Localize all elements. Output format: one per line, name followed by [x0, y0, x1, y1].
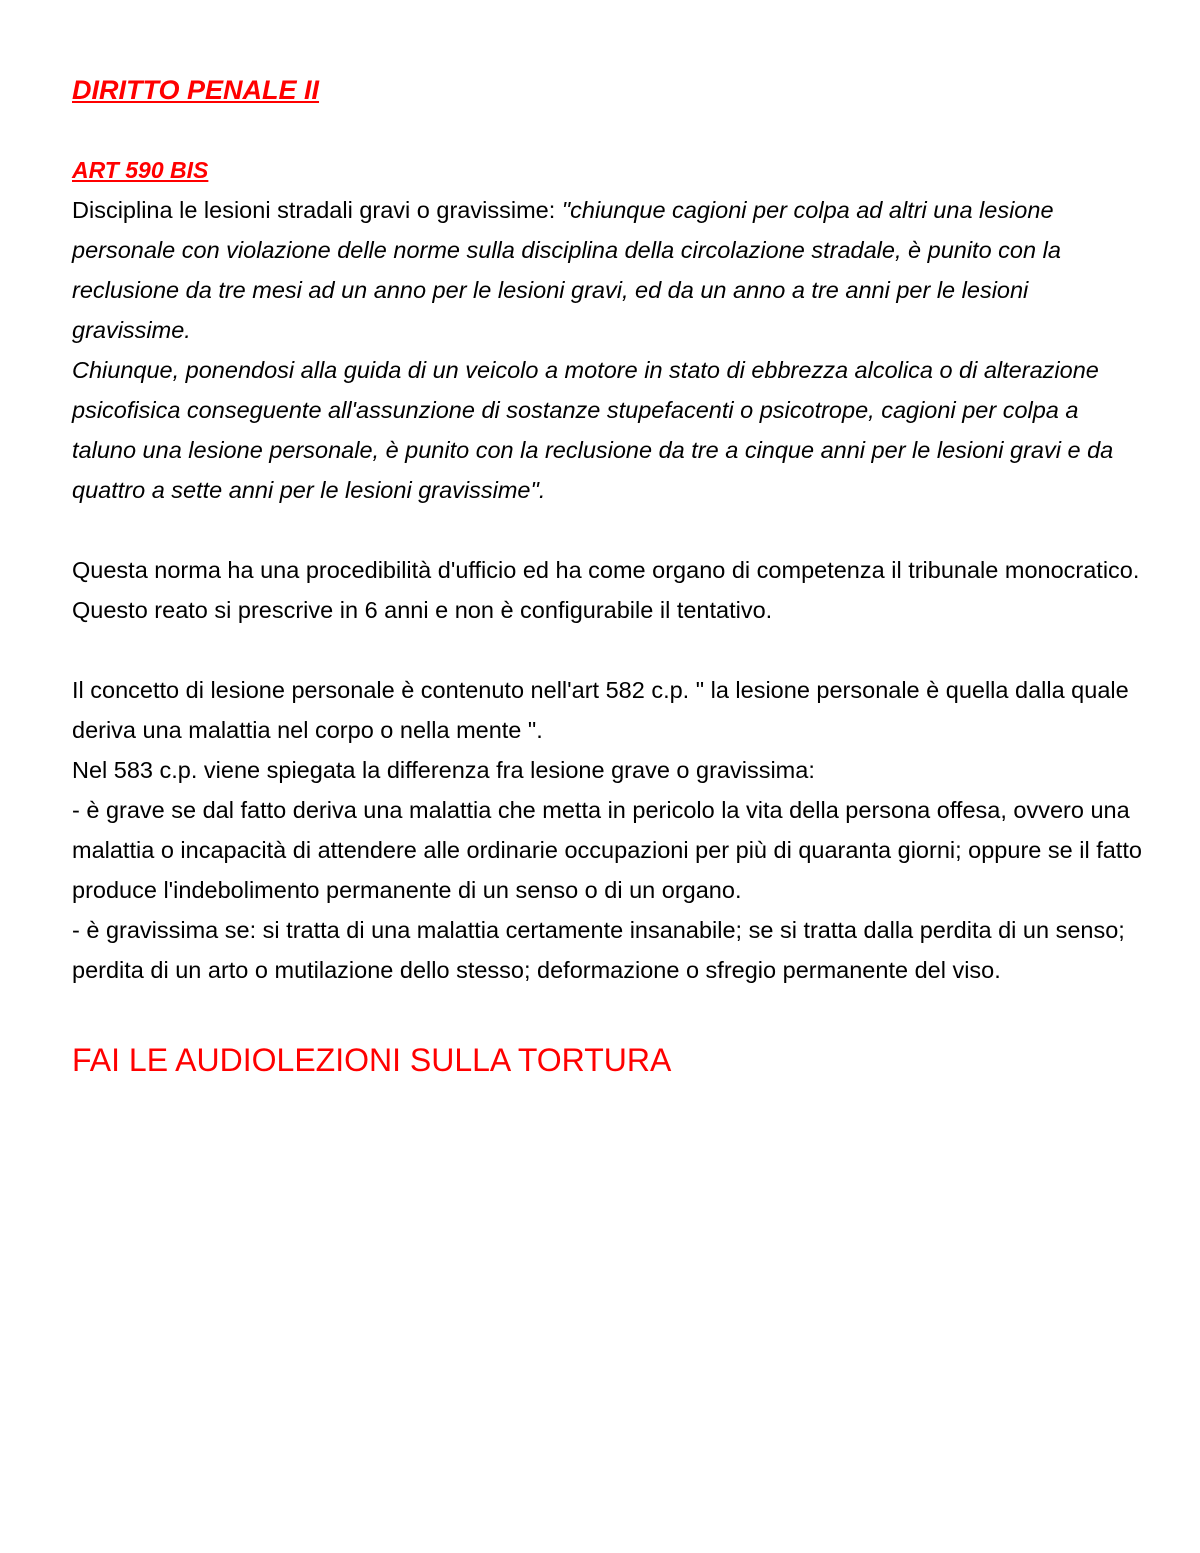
document-page — [72, 70, 1142, 1090]
spacer — [72, 630, 1142, 670]
article-quote-1: "chiunque cagioni per colpa ad altri una lesione personale con violazione delle norme sulla disciplina della circolazione stradale, è punito con la reclusione da tre mesi ad un anno per le lesioni gravi, ed da un anno a tre anni per le lesioni gravissime. — [72, 197, 1061, 343]
article-quote-2: Chiunque, ponendosi alla guida di un veicolo a motore in stato di ebbrezza alcolica o di alterazione psicofisica conseguente all'assunzione di sostanze stupefacenti o psicotrope, cagioni per colpa a taluno una lesione personale, è punito con la reclusione da tre a cinque anni per le lesioni gravi e da quattro a sette anni per le lesioni gravissime". — [72, 357, 1114, 503]
spacer — [72, 990, 1142, 1030]
document-title: DIRITTO PENALE II — [72, 75, 320, 105]
final-note: FAI LE AUDIOLEZIONI SULLA TORTURA — [72, 1042, 672, 1078]
concetto-paragraph: Il concetto di lesione personale è contenuto nell'art 582 c.p. " la lesione personale è quella dalla quale deriva una malattia nel corpo o nella mente ". — [72, 677, 1129, 743]
differenza-paragraph: Nel 583 c.p. viene spiegata la differenza fra lesione grave o gravissima: — [72, 757, 815, 783]
article-paragraph — [72, 190, 1142, 350]
prescrizione-paragraph: Questo reato si prescrive in 6 anni e non è configurabile il tentativo. — [72, 597, 773, 623]
procedibilita-paragraph: Questa norma ha una procedibilità d'ufficio ed ha come organo di competenza il tribunale monocratico. — [72, 557, 1140, 583]
spacer — [72, 510, 1142, 550]
grave-list-item: - è grave se dal fatto deriva una malattia che metta in pericolo la vita della persona offesa, ovvero una malattia o incapacità di attendere alle ordinarie occupazioni per più di quaranta giorni; oppure se il fatto produce l'indebolimento permanente di un senso o di un organo. — [72, 797, 1142, 903]
article-intro: Disciplina le lesioni stradali gravi o gravissime: — [72, 197, 562, 223]
section-heading: ART 590 BIS — [72, 157, 209, 183]
gravissima-list-item: - è gravissima se: si tratta di una malattia certamente insanabile; se si tratta dalla perdita di un senso; perdita di un arto o mutilazione dello stesso; deformazione o sfregio permanente del viso. — [72, 917, 1125, 983]
